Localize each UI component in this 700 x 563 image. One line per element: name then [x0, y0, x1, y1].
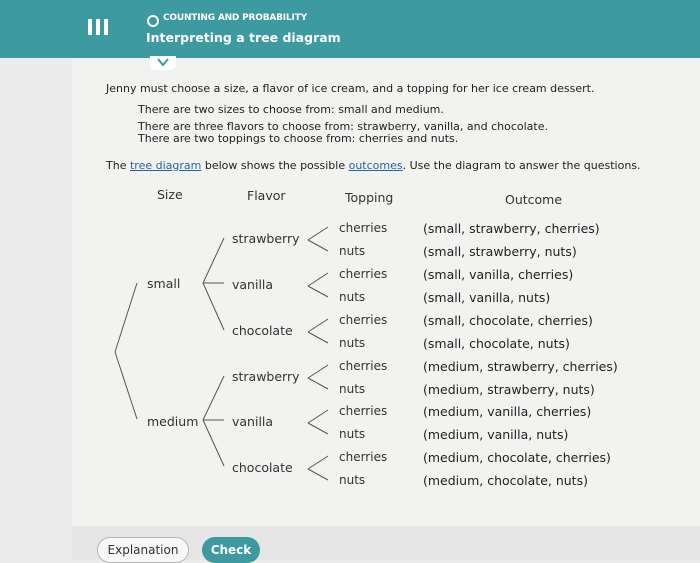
check-button[interactable]: Check — [202, 537, 260, 563]
topping-node: nuts — [339, 382, 366, 396]
outcome-item: (small, vanilla, cherries) — [423, 267, 574, 282]
header-size: Size — [157, 187, 183, 202]
header-topping: Topping — [345, 190, 394, 205]
instr-text: The — [106, 159, 130, 172]
outcome-item: (medium, chocolate, nuts) — [423, 473, 588, 488]
topping-node: cherries — [339, 404, 388, 418]
problem-line: There are two toppings to choose from: cherries and nuts. — [138, 132, 459, 145]
outcome-item: (small, chocolate, cherries) — [423, 313, 593, 328]
instr-text: below shows the possible — [201, 159, 349, 172]
topping-node: cherries — [339, 267, 388, 281]
outcome-item: (small, chocolate, nuts) — [423, 336, 570, 351]
topping-node: cherries — [339, 313, 388, 327]
problem-line: There are three flavors to choose from: strawberry, vanilla, and chocolate. — [138, 120, 548, 133]
problem-intro: Jenny must choose a size, a flavor of ice cream, and a topping for her ice cream dessert. — [106, 82, 595, 95]
size-node: small — [147, 276, 181, 291]
outcome-item: (medium, chocolate, cherries) — [423, 450, 611, 465]
topping-node: cherries — [339, 450, 388, 464]
header-flavor: Flavor — [247, 188, 286, 203]
topic-label: COUNTING AND PROBABILITY — [163, 13, 307, 23]
outcome-item: (medium, strawberry, nuts) — [423, 382, 595, 397]
outcome-item: (medium, vanilla, nuts) — [423, 427, 569, 442]
topping-node: nuts — [339, 336, 366, 350]
explanation-button[interactable]: Explanation — [97, 537, 189, 563]
flavor-node: chocolate — [232, 323, 293, 338]
flavor-node: strawberry — [232, 369, 300, 384]
outcome-item: (small, strawberry, cherries) — [423, 221, 600, 236]
flavor-node: vanilla — [232, 277, 274, 292]
header-outcome: Outcome — [505, 192, 563, 207]
topping-node: nuts — [339, 244, 366, 258]
topping-node: cherries — [339, 359, 388, 373]
flavor-node: vanilla — [232, 414, 274, 429]
outcome-item: (small, vanilla, nuts) — [423, 290, 551, 305]
topping-node: cherries — [339, 221, 388, 235]
flavor-node: chocolate — [232, 460, 293, 475]
flavor-node: strawberry — [232, 231, 300, 246]
page-title: Interpreting a tree diagram — [146, 30, 341, 45]
topping-node: nuts — [339, 290, 366, 304]
outcomes-link[interactable]: outcomes — [348, 159, 403, 172]
size-node: medium — [147, 414, 199, 429]
topping-node: nuts — [339, 473, 366, 487]
topping-node: nuts — [339, 427, 366, 441]
problem-line: There are two sizes to choose from: small and medium. — [138, 103, 444, 116]
instr-text: . Use the diagram to answer the questions. — [402, 159, 641, 172]
outcome-item: (medium, strawberry, cherries) — [423, 359, 618, 374]
outcome-item: (small, strawberry, nuts) — [423, 244, 577, 259]
outcome-item: (medium, vanilla, cherries) — [423, 404, 592, 419]
tree-diagram-link[interactable]: tree diagram — [129, 159, 202, 172]
